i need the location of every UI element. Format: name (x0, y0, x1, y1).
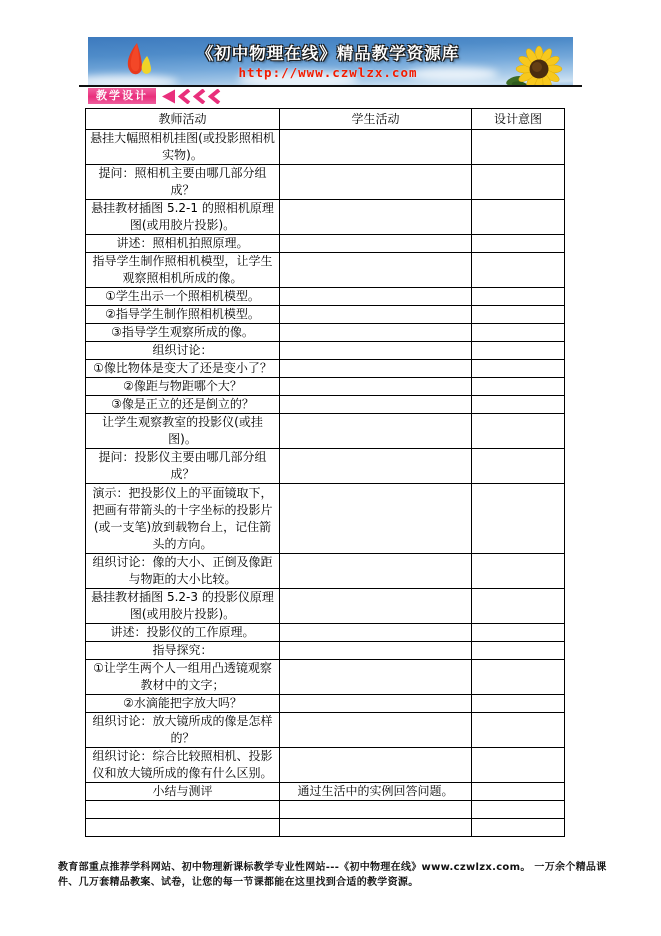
cell-design-intent (472, 642, 565, 660)
cell-teacher-activity: ①让学生两个人一组用凸透镜观察教材中的文字； (86, 660, 280, 695)
table-row (86, 554, 565, 589)
cell-design-intent (472, 801, 565, 819)
chevron-left-icons (160, 89, 223, 104)
divider-line (79, 85, 582, 87)
cell-teacher-activity: ③指导学生观察所成的像。 (86, 324, 280, 342)
cell-teacher-activity: ①学生出示一个照相机模型。 (86, 288, 280, 306)
table-row (86, 200, 565, 235)
cell-design-intent (472, 130, 565, 165)
cell-student-activity (280, 342, 472, 360)
cell-student-activity (280, 235, 472, 253)
table-row (86, 414, 565, 449)
table-row (86, 253, 565, 288)
cell-student-activity (280, 748, 472, 783)
cell-design-intent (472, 414, 565, 449)
site-banner (88, 37, 573, 86)
cell-design-intent (472, 200, 565, 235)
table-row (86, 819, 565, 837)
cell-design-intent (472, 165, 565, 200)
table-row (86, 589, 565, 624)
cell-design-intent (472, 342, 565, 360)
table-row (86, 288, 565, 306)
cell-design-intent (472, 253, 565, 288)
cell-teacher-activity: 悬挂教材插图 5.2-1 的照相机原理图(或用胶片投影)。 (86, 200, 280, 235)
table-row (86, 783, 565, 801)
cell-teacher-activity: 组织讨论： (86, 342, 280, 360)
cell-student-activity (280, 713, 472, 748)
cell-student-activity (280, 642, 472, 660)
cell-teacher-activity: 讲述：照相机拍照原理。 (86, 235, 280, 253)
cell-design-intent (472, 589, 565, 624)
cell-teacher-activity (86, 819, 280, 837)
banner-title: 《初中物理在线》精品教学资源库 (196, 44, 460, 63)
cell-design-intent (472, 713, 565, 748)
table-row (86, 306, 565, 324)
cell-design-intent (472, 378, 565, 396)
sunflower-icon (503, 45, 565, 86)
table-row (86, 642, 565, 660)
cell-design-intent (472, 695, 565, 713)
table-row (86, 342, 565, 360)
table-row (86, 324, 565, 342)
cell-student-activity (280, 660, 472, 695)
table-row (86, 660, 565, 695)
cell-student-activity (280, 253, 472, 288)
cell-teacher-activity: 组织讨论：综合比较照相机、投影仪和放大镜所成的像有什么区别。 (86, 748, 280, 783)
cell-student-activity (280, 360, 472, 378)
cell-teacher-activity: ②指导学生制作照相机模型。 (86, 306, 280, 324)
site-logo-flame-icon (116, 41, 162, 85)
table-header-row (86, 109, 565, 130)
table-row (86, 165, 565, 200)
cell-student-activity (280, 165, 472, 200)
table-body (86, 130, 565, 837)
cell-teacher-activity: 演示：把投影仪上的平面镜取下，把画有带箭头的十字坐标的投影片(或一支笔)放到载物台上，记住箭头的方向。 (86, 484, 280, 554)
table-row (86, 695, 565, 713)
cell-teacher-activity: ①像比物体是变大了还是变小了？ (86, 360, 280, 378)
cell-student-activity (280, 449, 472, 484)
cell-teacher-activity: 提问：投影仪主要由哪几部分组成？ (86, 449, 280, 484)
cell-design-intent (472, 484, 565, 554)
chevron-left-solid-icon (160, 89, 176, 104)
cell-design-intent (472, 819, 565, 837)
cell-student-activity (280, 819, 472, 837)
table-row (86, 378, 565, 396)
cell-teacher-activity: 指导探究： (86, 642, 280, 660)
cell-teacher-activity: 提问：照相机主要由哪几部分组成？ (86, 165, 280, 200)
cell-teacher-activity: ③像是正立的还是倒立的？ (86, 396, 280, 414)
cell-design-intent (472, 288, 565, 306)
cell-design-intent (472, 660, 565, 695)
cell-student-activity (280, 624, 472, 642)
table-row (86, 396, 565, 414)
cell-design-intent (472, 360, 565, 378)
cell-teacher-activity: 讲述：投影仪的工作原理。 (86, 624, 280, 642)
cell-teacher-activity: 悬挂教材插图 5.2-3 的投影仪原理图(或用胶片投影)。 (86, 589, 280, 624)
cell-design-intent (472, 449, 565, 484)
cell-student-activity (280, 801, 472, 819)
cell-design-intent (472, 748, 565, 783)
cell-student-activity (280, 324, 472, 342)
cell-design-intent (472, 324, 565, 342)
cell-teacher-activity: 组织讨论：放大镜所成的像是怎样的？ (86, 713, 280, 748)
chevron-left-icon (193, 89, 206, 104)
cell-student-activity (280, 414, 472, 449)
cell-teacher-activity: 指导学生制作照相机模型，让学生观察照相机所成的像。 (86, 253, 280, 288)
table-row (86, 801, 565, 819)
lesson-plan-table (85, 108, 565, 837)
table-row (86, 484, 565, 554)
cell-student-activity (280, 288, 472, 306)
cell-student-activity (280, 378, 472, 396)
cell-student-activity (280, 484, 472, 554)
col-header-teacher-activity: 教师活动 (86, 109, 280, 130)
banner-url-link[interactable]: http://www.czwlzx.com (238, 65, 418, 80)
section-tag-row (88, 88, 223, 104)
table-row (86, 624, 565, 642)
cell-teacher-activity (86, 801, 280, 819)
cell-student-activity (280, 396, 472, 414)
cell-student-activity (280, 200, 472, 235)
cell-design-intent (472, 396, 565, 414)
cell-design-intent (472, 624, 565, 642)
col-header-design-intent: 设计意图 (472, 109, 565, 130)
table-row (86, 748, 565, 783)
table-row (86, 235, 565, 253)
cell-teacher-activity: 让学生观察教室的投影仪(或挂图)。 (86, 414, 280, 449)
cell-teacher-activity: 悬挂大幅照相机挂图(或投影照相机实物)。 (86, 130, 280, 165)
cell-student-activity (280, 695, 472, 713)
cell-design-intent (472, 235, 565, 253)
footer-text: 教育部重点推荐学科网站、初中物理新课标教学专业性网站---《初中物理在线》www.czwlzx.com。 一万余个精品课件、几万套精品教案、试卷，让您的每一节课都能在这里找到合适的教学资源。 (58, 862, 607, 888)
cell-student-activity (280, 306, 472, 324)
cell-design-intent (472, 783, 565, 801)
table-row (86, 360, 565, 378)
col-header-student-activity: 学生活动 (280, 109, 472, 130)
cell-design-intent (472, 306, 565, 324)
chevron-left-icon (208, 89, 221, 104)
cell-teacher-activity: 组织讨论：像的大小、正倒及像距与物距的大小比较。 (86, 554, 280, 589)
cell-student-activity (280, 554, 472, 589)
section-label: 教学设计 (88, 88, 156, 104)
chevron-left-icon (178, 89, 191, 104)
cell-teacher-activity: ②像距与物距哪个大？ (86, 378, 280, 396)
cell-teacher-activity: ②水滴能把字放大吗？ (86, 695, 280, 713)
cell-design-intent (472, 554, 565, 589)
cell-student-activity: 通过生活中的实例回答问题。 (280, 783, 472, 801)
table-row (86, 713, 565, 748)
table-row (86, 130, 565, 165)
table-row (86, 449, 565, 484)
cell-student-activity (280, 589, 472, 624)
cell-student-activity (280, 130, 472, 165)
cell-teacher-activity: 小结与测评 (86, 783, 280, 801)
banner-text-block (178, 40, 478, 80)
